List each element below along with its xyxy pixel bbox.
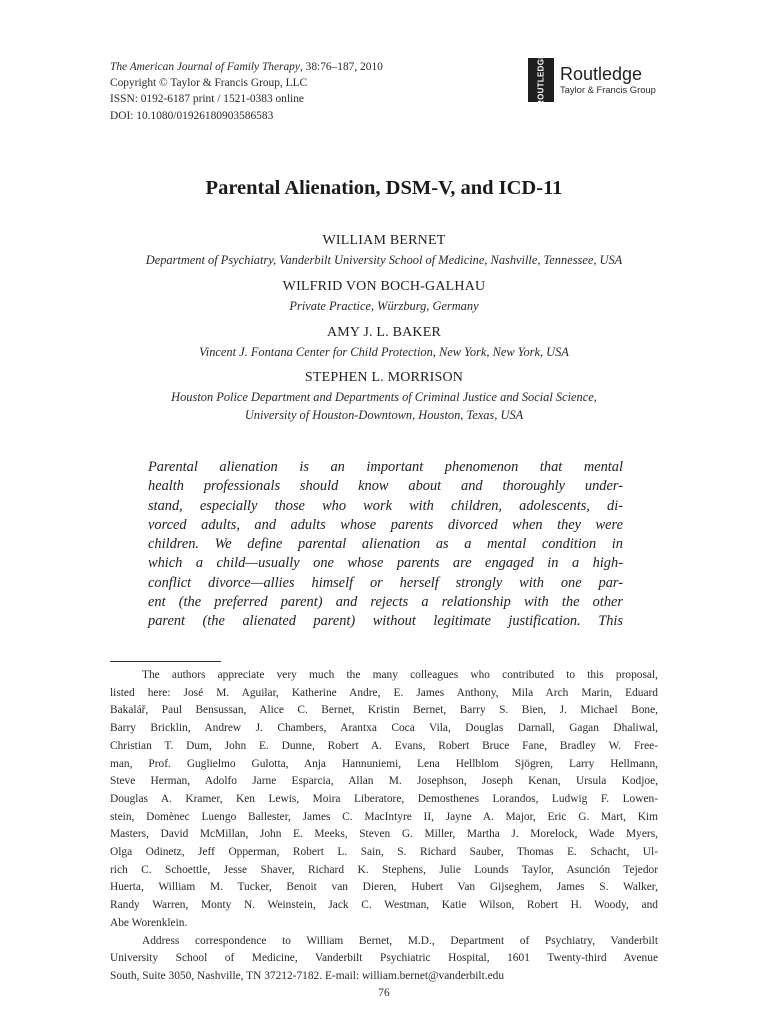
author-affiliation: Houston Police Department and Departments of Criminal Justice and Social Science,	[171, 390, 597, 404]
footnote-line: Steve Herman, Adolfo Jarne Esparcia, Allan M. Josephson, Joseph Kenan, Ursula Kodjoe,	[110, 775, 658, 788]
abstract-line: stand, especially those who work with children, adolescents, di-	[148, 497, 623, 514]
abstract-line: health professionals should know about and thoroughly under-	[148, 478, 623, 495]
footnote	[110, 667, 658, 986]
abstract	[148, 458, 623, 632]
footnote-line: Randy Warren, Monty N. Weinstein, Jack C. Westman, Katie Wilson, Robert H. Woody, and	[110, 899, 658, 912]
correspondence-line: University School of Medicine, Vanderbilt Psychiatric Hospital, 1601 Twenty-third Avenue	[110, 952, 658, 965]
publisher-text	[560, 64, 656, 96]
journal-info	[110, 59, 383, 124]
issn-line: ISSN: 0192-6187 print / 1521-0383 online	[110, 93, 304, 106]
author-affiliation: Private Practice, Würzburg, Germany	[289, 299, 479, 313]
abstract-line: ent (the preferred parent) and rejects a relationship with the other	[148, 594, 623, 611]
footnote-line: Barry Bricklin, Andrew J. Chambers, Arantxa Coca Vila, Douglas Darnall, Gagan Dhaliwal,	[110, 722, 658, 735]
publisher-name: Routledge	[560, 64, 643, 84]
publisher-subtitle: Taylor & Francis Group	[560, 84, 656, 95]
footnote-line: Christian T. Dum, John E. Dunne, Robert A. Evans, Robert Bruce Fane, Bradley W. Free-	[110, 739, 658, 752]
author-affiliation: Department of Psychiatry, Vanderbilt University School of Medicine, Nashville, Tennessee, USA	[145, 253, 623, 267]
publisher-logo	[528, 53, 656, 107]
footnote-line: listed here: José M. Aguilar, Katherine Andre, E. James Anthony, Mila Arch Marin, Eduard	[110, 686, 658, 699]
abstract-line: which a child—usually one whose parents are engaged in a high-	[148, 555, 623, 572]
author-name: WILLIAM BERNET	[322, 233, 446, 248]
journal-name: The American Journal of Family Therapy	[110, 61, 300, 73]
abstract-line: conflict divorce—allies himself or herself strongly with one par-	[148, 574, 623, 591]
footnote-divider	[110, 661, 221, 662]
journal-details: , 38:76–187, 2010	[299, 61, 383, 73]
copyright-line: Copyright © Taylor & Francis Group, LLC	[110, 77, 308, 90]
footnote-line: Huerta, William M. Tucker, Benoit van Dieren, Hubert Van Gijseghem, James S. Walker,	[110, 881, 658, 894]
abstract-line: parent (the alienated parent) without legitimate justification. This	[148, 613, 623, 630]
doi-line: DOI: 10.1080/01926180903586583	[110, 109, 274, 122]
author-affiliation: University of Houston-Downtown, Houston, Texas, USA	[244, 408, 524, 422]
author-name: STEPHEN L. MORRISON	[304, 370, 464, 385]
author-affiliation: Vincent J. Fontana Center for Child Protection, New York, New York, USA	[199, 345, 569, 359]
footnote-line: Bakalář, Paul Bensussan, Alice C. Bernet, Kristin Bernet, Barry S. Bien, J. Michael Bone,	[110, 704, 658, 717]
footnote-line: Olga Odinetz, Jeff Opperman, Robert L. Sain, S. Richard Sauber, Thomas E. Schacht, Ul-	[110, 846, 658, 859]
correspondence-line: Address correspondence to William Bernet, M.D., Department of Psychiatry, Vanderbilt	[142, 934, 658, 947]
author-name: WILFRID VON BOCH-GALHAU	[282, 279, 486, 294]
abstract-line: vorced adults, and adults whose parents divorced when they were	[148, 516, 623, 533]
article-title: Parental Alienation, DSM-V, and ICD-11	[205, 177, 563, 199]
footnote-line: Masters, David McMillan, John E. Meeks, Steven G. Miller, Martha J. Morelock, Wade Myers,	[110, 828, 658, 841]
footnote-line: stein, Domènec Luengo Ballester, James C. MacIntyre II, Jayne A. Major, Eric G. Mart, Kim	[110, 810, 658, 823]
author-name: AMY J. L. BAKER	[326, 325, 442, 340]
footnote-line: rich C. Schoettle, Jesse Shaver, Richard K. Stephens, Julie Lounds Taylor, Asunción Tejedor	[110, 863, 658, 876]
footnote-line: Douglas A. Kramer, Ken Lewis, Moira Liberatore, Demosthenes Lorandos, Ludwig F. Lowen-	[110, 792, 658, 805]
abstract-line: children. We define parental alienation as a mental condition in	[148, 536, 623, 553]
journal-citation	[110, 59, 383, 75]
footnote-line: Abe Worenklein.	[110, 916, 188, 929]
abstract-line: Parental alienation is an important phenomenon that mental	[148, 459, 623, 475]
page-number: 76	[378, 987, 390, 999]
routledge-mark-icon: ROUTLEDGE	[528, 58, 554, 102]
footnote-line: man, Prof. Guglielmo Gulotta, Anja Hannuniemi, Lena Hellblom Sjögren, Larry Hellmann,	[110, 757, 658, 770]
footnote-line: The authors appreciate very much the many colleagues who contributed to this proposal,	[142, 669, 658, 681]
correspondence-line: South, Suite 3050, Nashville, TN 37212-7182. E-mail: william.bernet@vanderbilt.edu	[110, 969, 505, 982]
